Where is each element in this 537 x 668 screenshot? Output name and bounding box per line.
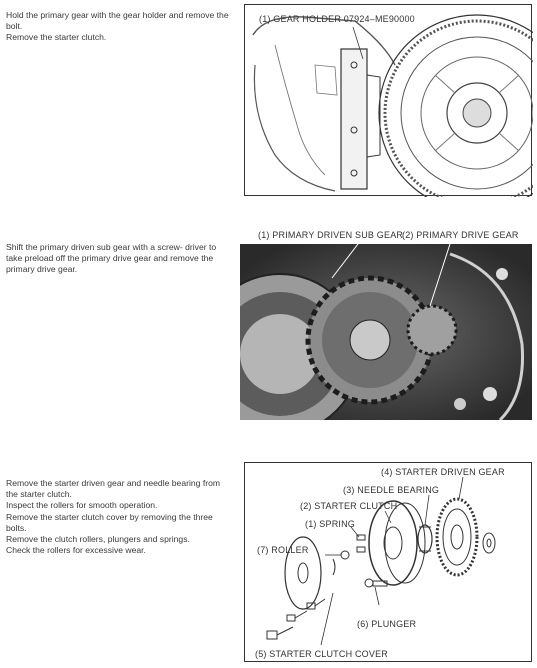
- section2-instructions: [6, 242, 232, 276]
- paragraph: Remove the clutch rollers, plungers and springs.: [6, 534, 190, 545]
- callout-plunger: (6) PLUNGER: [357, 619, 417, 629]
- paragraph: Check the rollers for excessive wear.: [6, 545, 146, 556]
- paragraph: Remove the starter driven gear and needle bearing from the starter clutch.: [6, 478, 221, 500]
- section1-instructions: [6, 10, 231, 44]
- primary-drive-gear-photo: [240, 244, 532, 420]
- callout-spring: (1) SPRING: [305, 519, 356, 529]
- paragraph: Remove the starter clutch.: [6, 32, 107, 43]
- callout-starter-driven-gear: (4) STARTER DRIVEN GEAR: [381, 467, 505, 477]
- callout-primary-driven-sub-gear: (1) PRIMARY DRIVEN SUB GEAR: [258, 230, 404, 240]
- callout-roller: (7) ROLLER: [257, 545, 309, 555]
- paragraph: Shift the primary driven sub gear with a screw- driver to take preload off the primary drive gear and remove the primary drive gear.: [6, 242, 217, 275]
- callout-needle-bearing: (3) NEEDLE BEARING: [343, 485, 440, 495]
- gear-holder-illustration: [245, 5, 533, 197]
- callout-starter-clutch: (2) STARTER CLUTCH: [300, 501, 398, 511]
- callout-primary-drive-gear: (2) PRIMARY DRIVE GEAR: [402, 230, 519, 240]
- section3-instructions: [6, 478, 232, 556]
- callout-gear-holder: (1) GEAR HOLDER 07924–ME90000: [259, 14, 415, 24]
- starter-clutch-exploded-figure: [244, 462, 532, 662]
- gear-holder-figure: [244, 4, 532, 196]
- paragraph: Remove the starter clutch cover by removing the three bolts.: [6, 511, 213, 533]
- paragraph: Inspect the rollers for smooth operation.: [6, 500, 158, 511]
- callout-starter-clutch-cover: (5) STARTER CLUTCH COVER: [255, 649, 388, 659]
- paragraph: Hold the primary gear with the gear holder and remove the bolt.: [6, 10, 229, 32]
- primary-drive-gear-figure: [240, 230, 532, 420]
